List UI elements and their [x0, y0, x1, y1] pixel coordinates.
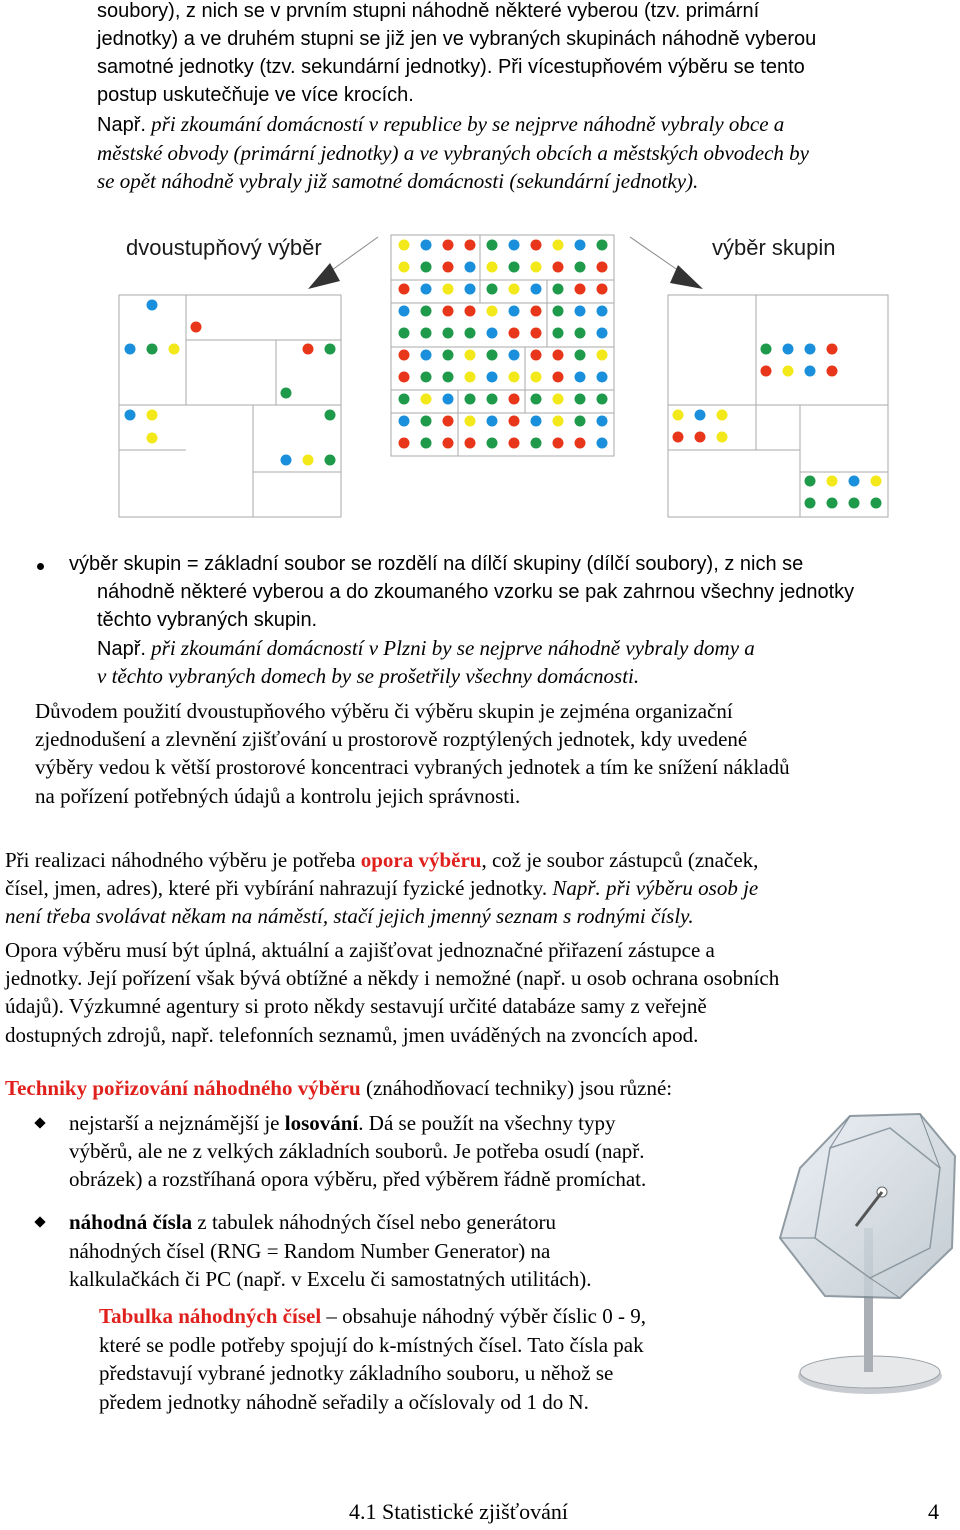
population-dot [421, 262, 432, 273]
population-dot [509, 262, 520, 273]
population-dot [443, 328, 454, 339]
population-dot [575, 284, 586, 295]
techniques-title: Techniky pořizování náhodného výběru [5, 1076, 361, 1100]
cluster-dot [695, 432, 706, 443]
population-dot [399, 262, 410, 273]
top-paragraph-line-3: samotné jednotky (tzv. sekundární jednotky). Při vícestupňovém výběru se tento [97, 56, 805, 78]
diamond-bullet-icon [34, 1117, 45, 1128]
population-dot [553, 416, 564, 427]
item1-line-1 [69, 1109, 616, 1137]
population-dot [487, 284, 498, 295]
population-dot [509, 240, 520, 251]
example-label: Např. [97, 638, 146, 660]
population-dot [553, 372, 564, 383]
population-dot [575, 350, 586, 361]
population-dot [399, 394, 410, 405]
cluster-dot [849, 498, 860, 509]
population-dot [487, 416, 498, 427]
cluster-dot [717, 432, 728, 443]
population-dot [575, 394, 586, 405]
reason-line-3: výběry vedou k větší prostorové koncentraci vybraných jednotek a tím ke snížení nákladů [35, 755, 790, 779]
table-note-text: – obsahuje náhodný výběr číslic 0 - 9, [321, 1304, 646, 1328]
population-dot [575, 240, 586, 251]
techniques-heading [5, 1074, 672, 1102]
frame-line-1 [5, 846, 758, 874]
population-dot [465, 328, 476, 339]
two-stage-dots [125, 300, 336, 466]
population-dot [487, 262, 498, 273]
frame2-line-1: Opora výběru musí být úplná, aktuální a zajišťovat jednoznačné přiřazení zástupce a [5, 938, 715, 962]
population-dot [443, 416, 454, 427]
cluster-dot [827, 344, 838, 355]
population-dot [487, 372, 498, 383]
population-dot [399, 284, 410, 295]
cluster-bullet-line-3: těchto vybraných skupin. [97, 609, 318, 631]
population-dot [597, 284, 608, 295]
top-paragraph-line-4: postup uskutečňuje ve více krocích. [97, 84, 414, 106]
label-cluster: výběr skupin [712, 235, 836, 260]
reason-line-2: zjednodušení a zlevnění zjišťování u prostorově rozptýlených jednotek, kdy uvedené [35, 727, 748, 751]
table-note-line-1 [99, 1302, 646, 1330]
population-dot [399, 416, 410, 427]
population-dot [465, 372, 476, 383]
page-number: 4 [928, 1499, 939, 1524]
population-dot [399, 240, 410, 251]
cluster-dot [761, 366, 772, 377]
frame-text: čísel, jmen, adres), které při vybírání nahrazují fyzické jednotky. [5, 876, 553, 900]
frame2-line-2: jednotky. Její pořízení však bývá obtížné a někdy i nemožné (např. u osob ochrana osobních [5, 966, 780, 990]
frame2-line-3: údajů). Výzkumné agentury si proto někdy sestavují určité databáze samy z veřejně [5, 994, 707, 1018]
population-dot [443, 350, 454, 361]
population-dot [509, 394, 520, 405]
population-dot [487, 350, 498, 361]
item1-line-2: výběrů, ale ne z velkých základních souborů. Je potřeba osudí (např. [69, 1139, 645, 1163]
population-dot [553, 438, 564, 449]
population-dot [531, 240, 542, 251]
population-dot [575, 262, 586, 273]
population-dot [399, 372, 410, 383]
population-dot [509, 306, 520, 317]
population-dot [531, 350, 542, 361]
population-dot [465, 438, 476, 449]
top-paragraph-line-2: jednotky) a ve druhém stupni se již jen ve vybraných skupinách náhodně vyberou [97, 28, 817, 50]
item2-line-2: náhodných čísel (RNG = Random Number Generator) na [69, 1239, 551, 1263]
population-dot [553, 328, 564, 339]
frame-text: , což je soubor zástupců (značek, [481, 848, 759, 872]
population-dot [443, 394, 454, 405]
frame-line-2 [5, 874, 758, 902]
item2-line-3: kalkulačkách či PC (např. v Excelu či samostatných utilitách). [69, 1267, 592, 1291]
population-dot [465, 416, 476, 427]
population-dot [421, 240, 432, 251]
table-note-line-2: které se podle potřeby spojují do k-místných čísel. Tato čísla pak [99, 1333, 644, 1357]
arrow-right-icon [630, 237, 703, 289]
item1-line-3: obrázek) a rozstříhaná opora výběru, před výběrem řádně promíchat. [69, 1167, 647, 1191]
frame-text: Při realizaci náhodného výběru je potřeba [5, 848, 361, 872]
population-dot [597, 394, 608, 405]
population-dot [553, 394, 564, 405]
cluster-dot [805, 476, 816, 487]
population-dot [575, 306, 586, 317]
population-dot [597, 350, 608, 361]
population-dot [509, 372, 520, 383]
cluster-example-line-2: v těchto vybraných domech by se prošetřily všechny domácnosti. [97, 664, 640, 688]
cluster-dot [805, 366, 816, 377]
population-dot [509, 350, 520, 361]
cluster-dot [805, 344, 816, 355]
top-example-line-3: se opět náhodně vybraly již samotné domácnosti (sekundární jednotky). [97, 169, 699, 193]
population-dot [443, 240, 454, 251]
term-sampling-frame: opora výběru [360, 848, 482, 872]
population-dot [421, 394, 432, 405]
population-dot [597, 262, 608, 273]
population-dot [509, 416, 520, 427]
cluster-dot [783, 344, 794, 355]
item1-term: losování [284, 1111, 359, 1135]
population-dot [421, 350, 432, 361]
item2-term: náhodná čísla [69, 1210, 193, 1234]
population-dot [597, 438, 608, 449]
population-dot [443, 284, 454, 295]
cluster-dots [673, 344, 882, 509]
frame2-line-4: dostupných zdrojů, např. telefonních seznamů, jmen uváděných na zvoncích apod. [5, 1023, 699, 1047]
population-dot [531, 438, 542, 449]
reason-line-1: Důvodem použití dvoustupňového výběru či výběru skupin je zejména organizační [35, 699, 733, 723]
population-dot [597, 306, 608, 317]
population-dot [399, 328, 410, 339]
population-dot [597, 240, 608, 251]
population-dot [421, 328, 432, 339]
cluster-dot [827, 366, 838, 377]
term-random-table: Tabulka náhodných čísel [99, 1304, 322, 1328]
population-dot [443, 306, 454, 317]
cluster-dot [827, 476, 838, 487]
population-dot [465, 284, 476, 295]
top-example-line-1 [97, 110, 784, 139]
diamond-bullet-icon [34, 1216, 45, 1227]
cluster-dot [673, 432, 684, 443]
population-dot [421, 306, 432, 317]
population-dot [531, 262, 542, 273]
population-dot [487, 306, 498, 317]
population-dot [487, 240, 498, 251]
population-dot [487, 438, 498, 449]
population-dot [465, 350, 476, 361]
cluster-bullet-line-1: výběr skupin = základní soubor se rozdělí na dílčí skupiny (dílčí soubory), z nich se [69, 553, 804, 575]
population-dot [421, 438, 432, 449]
population-dot [575, 328, 586, 339]
population-dot [531, 394, 542, 405]
item1-text: nejstarší a nejznámější je [69, 1111, 285, 1135]
two-stage-grid [119, 295, 341, 517]
population-dot [553, 240, 564, 251]
population-dot [509, 328, 520, 339]
cluster-dot [827, 498, 838, 509]
population-dot [575, 438, 586, 449]
example-label: Např. [97, 114, 146, 136]
population-dot [531, 328, 542, 339]
lottery-drum-image [770, 1108, 958, 1402]
population-dot [597, 416, 608, 427]
population-dot [531, 416, 542, 427]
footer-chapter: 4.1 Statistické zjišťování [349, 1499, 568, 1524]
cluster-dot [783, 366, 794, 377]
population-dot [553, 262, 564, 273]
frame-example: Např. při výběru osob je [552, 876, 759, 900]
population-dot [553, 350, 564, 361]
frame-line-3: není třeba svolávat někam na náměstí, stačí jejich jmenný seznam s rodnými čísly. [5, 904, 694, 928]
population-dot [531, 284, 542, 295]
population-dot [531, 306, 542, 317]
reason-line-4: na pořízení potřebných údajů a kontrolu jejich správnosti. [35, 784, 521, 808]
item1-text: . Dá se použít na všechny typy [358, 1111, 616, 1135]
cluster-dot [695, 410, 706, 421]
population-dot [509, 438, 520, 449]
population-dot [575, 416, 586, 427]
population-dots [399, 240, 608, 449]
population-dot [531, 372, 542, 383]
population-dot [443, 262, 454, 273]
population-dot [509, 284, 520, 295]
population-dot [487, 328, 498, 339]
item2-line-1 [69, 1208, 556, 1236]
population-dot [399, 438, 410, 449]
cluster-dot [849, 476, 860, 487]
population-dot [443, 438, 454, 449]
cluster-dot [761, 344, 772, 355]
population-dot [553, 306, 564, 317]
population-dot [465, 394, 476, 405]
cluster-bullet-line-2: náhodně některé vyberou a do zkoumaného vzorku se pak zahrnou všechny jednotky [97, 581, 855, 603]
population-dot [421, 416, 432, 427]
top-paragraph-line-1: soubory), z nich se v prvním stupni náhodně některé vyberou (tzv. primární [97, 0, 760, 22]
techniques-title-rest: (znáhodňovací techniky) jsou různé: [360, 1076, 673, 1100]
population-dot [465, 240, 476, 251]
table-note-line-4: předem jednotky náhodně seřadily a očíslovaly od 1 do N. [99, 1390, 589, 1414]
population-dot [575, 372, 586, 383]
population-dot [421, 284, 432, 295]
cluster-example-line-1 [97, 634, 755, 663]
population-dot [399, 306, 410, 317]
bullet-icon [37, 563, 44, 570]
example-text: při zkoumání domácností v Plzni by se nejprve náhodně vybraly domy a [151, 636, 755, 660]
population-dot [553, 284, 564, 295]
population-dot [443, 372, 454, 383]
sampling-diagram [0, 225, 960, 525]
table-note-line-3: představují vybrané jednotky základního souboru, u něhož se [99, 1361, 614, 1385]
top-example-line-2: městské obvody (primární jednotky) a ve vybraných obcích a městských obvodech by [97, 141, 809, 165]
example-text: při zkoumání domácností v republice by se nejprve náhodně vybraly obce a [151, 112, 785, 136]
population-dot [487, 394, 498, 405]
cluster-dot [871, 476, 882, 487]
population-dot [465, 306, 476, 317]
item2-text: z tabulek náhodných čísel nebo generátoru [192, 1210, 557, 1234]
cluster-dot [673, 410, 684, 421]
cluster-dot [717, 410, 728, 421]
cluster-dot [805, 498, 816, 509]
population-dot [399, 350, 410, 361]
label-two-stage: dvoustupňový výběr [126, 235, 322, 260]
population-dot [597, 328, 608, 339]
population-dot [421, 372, 432, 383]
population-dot [465, 262, 476, 273]
population-dot [597, 372, 608, 383]
cluster-dot [871, 498, 882, 509]
